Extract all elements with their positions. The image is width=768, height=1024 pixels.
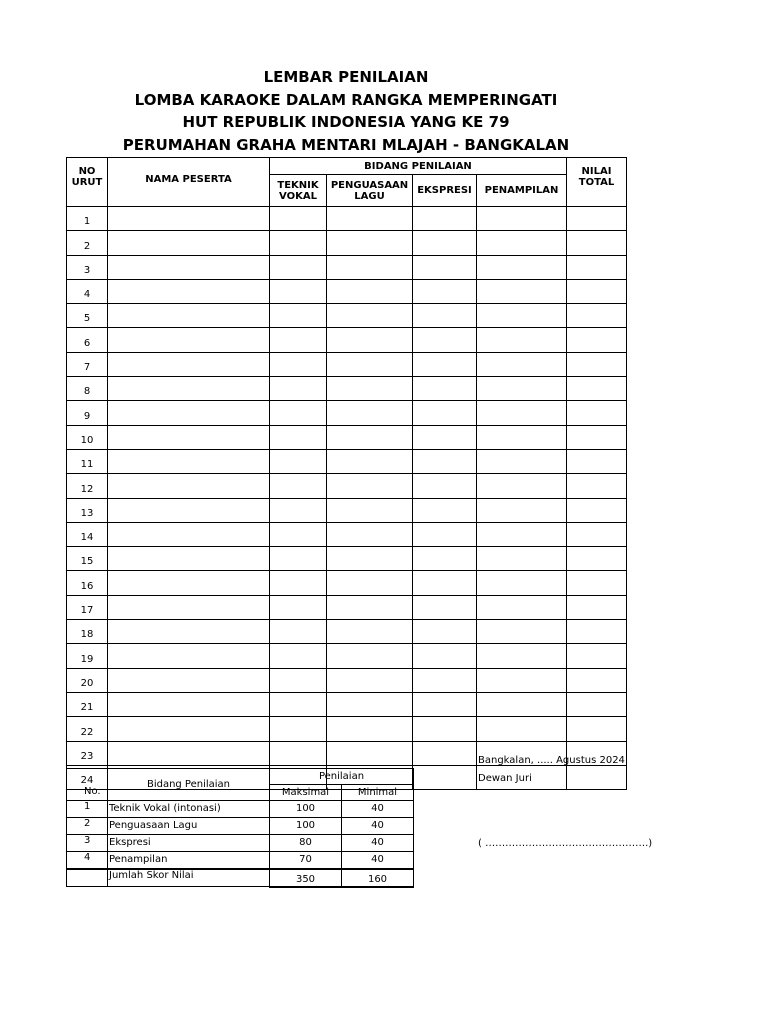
criteria-header-maksimal: Maksimal bbox=[270, 785, 342, 801]
criteria-row-2-max: 100 bbox=[270, 818, 342, 835]
ekspresi-cell[interactable] bbox=[413, 207, 477, 231]
penguasaan-lagu-cell[interactable] bbox=[327, 377, 413, 401]
ekspresi-cell[interactable] bbox=[413, 279, 477, 303]
title-line-4: PERUMAHAN GRAHA MENTARI MLAJAH - BANGKALAN bbox=[122, 135, 570, 154]
penampilan-cell[interactable] bbox=[477, 692, 567, 716]
header-penampilan: PENAMPILAN bbox=[477, 175, 567, 207]
participant-name-cell[interactable] bbox=[108, 207, 270, 231]
penguasaan-lagu-cell[interactable] bbox=[327, 717, 413, 741]
nilai-total-cell[interactable] bbox=[567, 279, 627, 303]
penguasaan-lagu-cell[interactable] bbox=[327, 207, 413, 231]
penguasaan-lagu-cell[interactable] bbox=[327, 692, 413, 716]
table-row bbox=[67, 547, 627, 571]
teknik-vokal-cell[interactable] bbox=[270, 328, 327, 352]
criteria-row-2-no: 2 bbox=[67, 818, 108, 835]
row-number: 19 bbox=[67, 644, 108, 668]
criteria-header-bidang: Bidang Penilaian bbox=[108, 769, 270, 801]
teknik-vokal-cell[interactable] bbox=[270, 304, 327, 328]
nilai-total-cell[interactable] bbox=[567, 449, 627, 473]
nilai-total-cell[interactable] bbox=[567, 474, 627, 498]
table-row bbox=[67, 595, 627, 619]
row-number: 7 bbox=[67, 352, 108, 376]
penampilan-cell[interactable] bbox=[477, 571, 567, 595]
table-row bbox=[67, 352, 627, 376]
table-row bbox=[67, 474, 627, 498]
row-number: 23 bbox=[67, 741, 108, 765]
penguasaan-lagu-cell[interactable] bbox=[327, 304, 413, 328]
ekspresi-cell[interactable] bbox=[413, 644, 477, 668]
row-number: 9 bbox=[67, 401, 108, 425]
teknik-vokal-cell[interactable] bbox=[270, 352, 327, 376]
signature-name-line: ( ………………………………………….) bbox=[478, 838, 653, 849]
criteria-total-no bbox=[67, 869, 108, 887]
ekspresi-cell[interactable] bbox=[413, 741, 477, 765]
ekspresi-cell[interactable] bbox=[413, 717, 477, 741]
row-number: 2 bbox=[67, 231, 108, 255]
penampilan-cell[interactable] bbox=[477, 279, 567, 303]
title-line-1: LEMBAR PENILAIAN bbox=[263, 68, 429, 86]
table-row bbox=[67, 425, 627, 449]
penguasaan-lagu-cell[interactable] bbox=[327, 449, 413, 473]
teknik-vokal-cell[interactable] bbox=[270, 522, 327, 546]
participant-name-cell[interactable] bbox=[108, 401, 270, 425]
teknik-vokal-cell[interactable] bbox=[270, 255, 327, 279]
nilai-total-cell[interactable] bbox=[567, 207, 627, 231]
penampilan-cell[interactable] bbox=[477, 449, 567, 473]
row-number: 13 bbox=[67, 498, 108, 522]
signature-place-date: Bangkalan, ..... Agustus 2024 bbox=[478, 755, 625, 766]
ekspresi-cell[interactable] bbox=[413, 377, 477, 401]
penguasaan-lagu-cell[interactable] bbox=[327, 644, 413, 668]
nilai-total-cell[interactable] bbox=[567, 401, 627, 425]
participant-name-cell[interactable] bbox=[108, 692, 270, 716]
ekspresi-cell[interactable] bbox=[413, 449, 477, 473]
nilai-total-cell[interactable] bbox=[567, 304, 627, 328]
table-row bbox=[67, 449, 627, 473]
header-nilai-total-line2: TOTAL bbox=[578, 177, 615, 188]
header-no-urut bbox=[67, 158, 108, 207]
criteria-row-3-name: Ekspresi bbox=[108, 835, 270, 852]
header-teknik-vokal bbox=[270, 175, 327, 207]
criteria-header-penilaian: Penilaian bbox=[270, 769, 414, 785]
header-penguasaan-lagu-line1: PENGUASAAN bbox=[330, 179, 409, 191]
table-row bbox=[67, 328, 627, 352]
penguasaan-lagu-cell[interactable] bbox=[327, 741, 413, 765]
penguasaan-lagu-cell[interactable] bbox=[327, 328, 413, 352]
nilai-total-cell[interactable] bbox=[567, 547, 627, 571]
penguasaan-lagu-cell[interactable] bbox=[327, 401, 413, 425]
criteria-row-2-min: 40 bbox=[342, 818, 414, 835]
header-penguasaan-lagu bbox=[327, 175, 413, 207]
penguasaan-lagu-cell[interactable] bbox=[327, 474, 413, 498]
table-row bbox=[67, 279, 627, 303]
teknik-vokal-cell[interactable] bbox=[270, 595, 327, 619]
nilai-total-cell[interactable] bbox=[567, 620, 627, 644]
nilai-total-cell[interactable] bbox=[567, 231, 627, 255]
teknik-vokal-cell[interactable] bbox=[270, 644, 327, 668]
penguasaan-lagu-cell[interactable] bbox=[327, 279, 413, 303]
penampilan-cell[interactable] bbox=[477, 644, 567, 668]
ekspresi-cell[interactable] bbox=[413, 328, 477, 352]
criteria-row-4-name: Penampilan bbox=[108, 852, 270, 869]
ekspresi-cell[interactable] bbox=[413, 522, 477, 546]
row-number: 15 bbox=[67, 547, 108, 571]
header-nilai-total bbox=[567, 158, 627, 207]
ekspresi-cell[interactable] bbox=[413, 352, 477, 376]
penampilan-cell[interactable] bbox=[477, 255, 567, 279]
penampilan-cell[interactable] bbox=[477, 231, 567, 255]
teknik-vokal-cell[interactable] bbox=[270, 498, 327, 522]
table-row bbox=[67, 255, 627, 279]
criteria-row-3-max: 80 bbox=[270, 835, 342, 852]
penampilan-cell[interactable] bbox=[477, 425, 567, 449]
row-number: 1 bbox=[67, 207, 108, 231]
row-number: 12 bbox=[67, 474, 108, 498]
penampilan-cell[interactable] bbox=[477, 328, 567, 352]
penampilan-cell[interactable] bbox=[477, 498, 567, 522]
participant-name-cell[interactable] bbox=[108, 425, 270, 449]
criteria-total-min: 160 bbox=[342, 869, 414, 887]
ekspresi-cell[interactable] bbox=[413, 474, 477, 498]
criteria-total-label: Jumlah Skor Nilai bbox=[108, 869, 270, 887]
ekspresi-cell[interactable] bbox=[413, 425, 477, 449]
header-nilai-total-line1: NILAI bbox=[581, 166, 612, 177]
participant-name-cell[interactable] bbox=[108, 279, 270, 303]
teknik-vokal-cell[interactable] bbox=[270, 620, 327, 644]
row-number: 14 bbox=[67, 522, 108, 546]
teknik-vokal-cell[interactable] bbox=[270, 668, 327, 692]
row-number: 17 bbox=[67, 595, 108, 619]
signature-role: Dewan Juri bbox=[478, 773, 532, 784]
participant-name-cell[interactable] bbox=[108, 304, 270, 328]
teknik-vokal-cell[interactable] bbox=[270, 231, 327, 255]
participant-name-cell[interactable] bbox=[108, 644, 270, 668]
row-number: 24 bbox=[67, 765, 108, 789]
teknik-vokal-cell[interactable] bbox=[270, 279, 327, 303]
penampilan-cell[interactable] bbox=[477, 717, 567, 741]
table-row bbox=[67, 207, 627, 231]
score-sheet-table bbox=[66, 157, 627, 790]
teknik-vokal-cell[interactable] bbox=[270, 474, 327, 498]
participant-name-cell[interactable] bbox=[108, 571, 270, 595]
signature-block bbox=[478, 752, 625, 788]
nilai-total-cell[interactable] bbox=[567, 668, 627, 692]
teknik-vokal-cell[interactable] bbox=[270, 717, 327, 741]
criteria-row-4-no: 4 bbox=[67, 852, 108, 869]
ekspresi-cell[interactable] bbox=[413, 765, 477, 789]
row-number: 11 bbox=[67, 449, 108, 473]
teknik-vokal-cell[interactable] bbox=[270, 449, 327, 473]
row-number: 21 bbox=[67, 692, 108, 716]
participant-name-cell[interactable] bbox=[108, 717, 270, 741]
participant-name-cell[interactable] bbox=[108, 522, 270, 546]
participant-name-cell[interactable] bbox=[108, 741, 270, 765]
table-row bbox=[67, 668, 627, 692]
criteria-row-2-name: Penguasaan Lagu bbox=[108, 818, 270, 835]
criteria-row-1-min: 40 bbox=[342, 801, 414, 818]
row-number: 16 bbox=[67, 571, 108, 595]
participant-name-cell[interactable] bbox=[108, 231, 270, 255]
penampilan-cell[interactable] bbox=[477, 352, 567, 376]
criteria-table bbox=[66, 768, 414, 888]
penampilan-cell[interactable] bbox=[477, 522, 567, 546]
row-number: 6 bbox=[67, 328, 108, 352]
penguasaan-lagu-cell[interactable] bbox=[327, 620, 413, 644]
document-title bbox=[0, 66, 692, 156]
table-row bbox=[67, 377, 627, 401]
penampilan-cell[interactable] bbox=[477, 620, 567, 644]
nilai-total-cell[interactable] bbox=[567, 692, 627, 716]
row-number: 18 bbox=[67, 620, 108, 644]
participant-name-cell[interactable] bbox=[108, 595, 270, 619]
ekspresi-cell[interactable] bbox=[413, 498, 477, 522]
penguasaan-lagu-cell[interactable] bbox=[327, 547, 413, 571]
criteria-row-1-no: 1 bbox=[67, 801, 108, 818]
criteria-row-3-no: 3 bbox=[67, 835, 108, 852]
table-row bbox=[67, 498, 627, 522]
penampilan-cell[interactable] bbox=[477, 668, 567, 692]
teknik-vokal-cell[interactable] bbox=[270, 547, 327, 571]
table-row bbox=[67, 692, 627, 716]
participant-name-cell[interactable] bbox=[108, 377, 270, 401]
criteria-row-1-max: 100 bbox=[270, 801, 342, 818]
penguasaan-lagu-cell[interactable] bbox=[327, 571, 413, 595]
row-number: 10 bbox=[67, 425, 108, 449]
nilai-total-cell[interactable] bbox=[567, 644, 627, 668]
score-sheet-body bbox=[67, 207, 627, 790]
ekspresi-cell[interactable] bbox=[413, 571, 477, 595]
penampilan-cell[interactable] bbox=[477, 401, 567, 425]
penguasaan-lagu-cell[interactable] bbox=[327, 522, 413, 546]
criteria-row-3-min: 40 bbox=[342, 835, 414, 852]
row-number: 4 bbox=[67, 279, 108, 303]
ekspresi-cell[interactable] bbox=[413, 547, 477, 571]
header-teknik-vokal-line1: TEKNIK bbox=[277, 179, 319, 191]
ekspresi-cell[interactable] bbox=[413, 231, 477, 255]
header-bidang-penilaian: BIDANG PENILAIAN bbox=[270, 158, 567, 175]
nilai-total-cell[interactable] bbox=[567, 717, 627, 741]
row-number: 8 bbox=[67, 377, 108, 401]
criteria-total-max: 350 bbox=[270, 869, 342, 887]
teknik-vokal-cell[interactable] bbox=[270, 207, 327, 231]
penampilan-cell[interactable] bbox=[477, 474, 567, 498]
penampilan-cell[interactable] bbox=[477, 207, 567, 231]
penguasaan-lagu-cell[interactable] bbox=[327, 595, 413, 619]
participant-name-cell[interactable] bbox=[108, 547, 270, 571]
ekspresi-cell[interactable] bbox=[413, 620, 477, 644]
table-row bbox=[67, 401, 627, 425]
nilai-total-cell[interactable] bbox=[567, 595, 627, 619]
ekspresi-cell[interactable] bbox=[413, 255, 477, 279]
penguasaan-lagu-cell[interactable] bbox=[327, 668, 413, 692]
row-number: 20 bbox=[67, 668, 108, 692]
participant-name-cell[interactable] bbox=[108, 498, 270, 522]
nilai-total-cell[interactable] bbox=[567, 522, 627, 546]
ekspresi-cell[interactable] bbox=[413, 304, 477, 328]
participant-name-cell[interactable] bbox=[108, 668, 270, 692]
ekspresi-cell[interactable] bbox=[413, 668, 477, 692]
criteria-row-1-name: Teknik Vokal (intonasi) bbox=[108, 801, 270, 818]
criteria-row-4-max: 70 bbox=[270, 852, 342, 869]
title-line-2: LOMBA KARAOKE DALAM RANGKA MEMPERINGATI bbox=[134, 90, 558, 109]
teknik-vokal-cell[interactable] bbox=[270, 741, 327, 765]
nilai-total-cell[interactable] bbox=[567, 425, 627, 449]
table-row bbox=[67, 304, 627, 328]
row-number: 22 bbox=[67, 717, 108, 741]
participant-name-cell[interactable] bbox=[108, 255, 270, 279]
nilai-total-cell[interactable] bbox=[567, 328, 627, 352]
penampilan-cell[interactable] bbox=[477, 547, 567, 571]
penampilan-cell[interactable] bbox=[477, 595, 567, 619]
header-no-urut-line2: URUT bbox=[71, 177, 103, 188]
row-number: 5 bbox=[67, 304, 108, 328]
nilai-total-cell[interactable] bbox=[567, 377, 627, 401]
criteria-header-minimal: Minimal bbox=[342, 785, 414, 801]
participant-name-cell[interactable] bbox=[108, 474, 270, 498]
participant-name-cell[interactable] bbox=[108, 449, 270, 473]
participant-name-cell[interactable] bbox=[108, 352, 270, 376]
table-row bbox=[67, 644, 627, 668]
teknik-vokal-cell[interactable] bbox=[270, 425, 327, 449]
table-row bbox=[67, 522, 627, 546]
penguasaan-lagu-cell[interactable] bbox=[327, 255, 413, 279]
ekspresi-cell[interactable] bbox=[413, 692, 477, 716]
nilai-total-cell[interactable] bbox=[567, 498, 627, 522]
penguasaan-lagu-cell[interactable] bbox=[327, 425, 413, 449]
header-no-urut-line1: NO bbox=[78, 166, 96, 177]
ekspresi-cell[interactable] bbox=[413, 401, 477, 425]
criteria-row-4-min: 40 bbox=[342, 852, 414, 869]
nilai-total-cell[interactable] bbox=[567, 255, 627, 279]
teknik-vokal-cell[interactable] bbox=[270, 692, 327, 716]
participant-name-cell[interactable] bbox=[108, 620, 270, 644]
penguasaan-lagu-cell[interactable] bbox=[327, 352, 413, 376]
participant-name-cell[interactable] bbox=[108, 328, 270, 352]
row-number: 3 bbox=[67, 255, 108, 279]
penampilan-cell[interactable] bbox=[477, 304, 567, 328]
penampilan-cell[interactable] bbox=[477, 377, 567, 401]
penguasaan-lagu-cell[interactable] bbox=[327, 498, 413, 522]
penguasaan-lagu-cell[interactable] bbox=[327, 231, 413, 255]
title-line-3: HUT REPUBLIK INDONESIA YANG KE 79 bbox=[182, 113, 510, 131]
table-row bbox=[67, 571, 627, 595]
table-row bbox=[67, 620, 627, 644]
table-row bbox=[67, 717, 627, 741]
teknik-vokal-cell[interactable] bbox=[270, 377, 327, 401]
header-penguasaan-lagu-line2: LAGU bbox=[354, 190, 385, 202]
ekspresi-cell[interactable] bbox=[413, 595, 477, 619]
table-row bbox=[67, 231, 627, 255]
teknik-vokal-cell[interactable] bbox=[270, 401, 327, 425]
nilai-total-cell[interactable] bbox=[567, 571, 627, 595]
header-nama-peserta: NAMA PESERTA bbox=[108, 158, 270, 207]
teknik-vokal-cell[interactable] bbox=[270, 571, 327, 595]
criteria-header-no: No. bbox=[67, 769, 108, 801]
header-ekspresi: EKSPRESI bbox=[413, 175, 477, 207]
header-teknik-vokal-line2: VOKAL bbox=[279, 190, 317, 202]
nilai-total-cell[interactable] bbox=[567, 352, 627, 376]
